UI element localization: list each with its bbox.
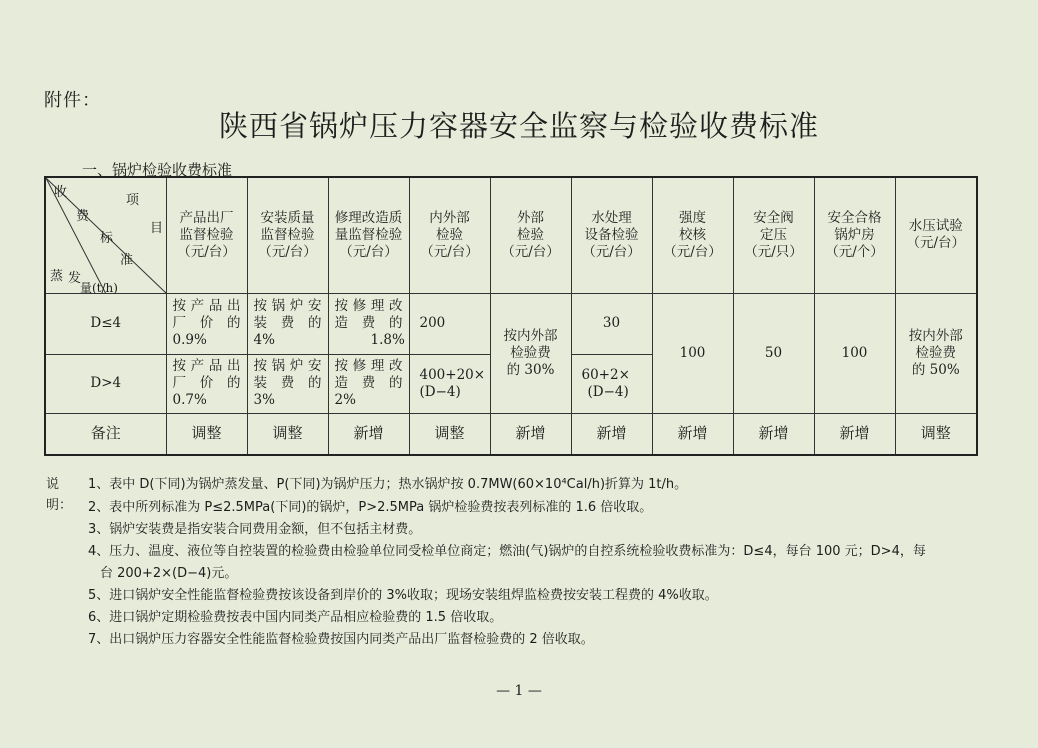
fee-table	[44, 176, 978, 456]
attachment-label: 附件：	[44, 90, 101, 111]
table-row	[45, 293, 977, 354]
note-item: 2、表中所列标准为 P≤2.5MPa(下同)的锅炉，P>2.5MPa 锅炉检验费按表列标准的 1.6 倍收取。	[88, 500, 653, 515]
merged-strength-cell: 100	[652, 293, 733, 413]
remark-cell: 新增	[571, 413, 652, 455]
row-label: D≤4	[45, 293, 166, 354]
table-cell: 按锅炉安 装费的 3%	[247, 354, 328, 413]
diagonal-header-cell	[45, 177, 166, 293]
header-repair-inspection: 修理改造质 量监督检验 （元/台）	[328, 177, 409, 293]
notes-label: 说明：	[46, 477, 73, 513]
header-safety-valve: 安全阀 定压 （元/只）	[733, 177, 814, 293]
table-cell: 200	[409, 293, 490, 354]
table-cell: 按修理改 造费的 1.8%	[328, 293, 409, 354]
row-label: D>4	[45, 354, 166, 413]
table-cell: 按产品出 厂价的 0.9%	[166, 293, 247, 354]
merged-external-cell: 按内外部 检验费 的 30%	[490, 293, 571, 413]
table-cell: 60+2× (D−4)	[571, 354, 652, 413]
page-number: — 1 —	[496, 683, 542, 699]
remark-cell: 调整	[247, 413, 328, 455]
note-item-continued: 台 200+2×(D−4)元。	[100, 566, 238, 581]
remark-cell: 新增	[652, 413, 733, 455]
header-product-inspection: 产品出厂 监督检验 （元/台）	[166, 177, 247, 293]
note-item: 1、表中 D(下同)为锅炉蒸发量、P(下同)为锅炉压力；热水锅炉按 0.7MW(60×10⁴Cal/h)折算为 1t/h。	[88, 477, 688, 492]
remark-cell: 调整	[409, 413, 490, 455]
remarks-label: 备注	[45, 413, 166, 455]
document-title: 陕西省锅炉压力容器安全监察与检验收费标准	[218, 109, 819, 143]
note-item: 3、锅炉安装费是指安装合同费用金额，但不包括主材费。	[88, 522, 422, 537]
corner-char-zheng: 蒸	[50, 269, 64, 284]
corner-unit-label: 量(t/h)	[80, 281, 118, 295]
remark-cell: 新增	[490, 413, 571, 455]
corner-char-fa: 发	[68, 271, 82, 286]
merged-safety-valve-cell: 50	[733, 293, 814, 413]
remark-cell: 调整	[166, 413, 247, 455]
corner-char-xiang: 项	[126, 193, 140, 208]
corner-char-biao: 标	[100, 231, 114, 246]
merged-boiler-room-cell: 100	[814, 293, 895, 413]
remark-cell: 新增	[328, 413, 409, 455]
merged-hydro-cell: 按内外部 检验费 的 50%	[895, 293, 977, 413]
remark-cell: 新增	[733, 413, 814, 455]
table-cell: 400+20× (D−4)	[409, 354, 490, 413]
header-row	[45, 177, 977, 293]
note-item: 6、进口锅炉定期检验费按表中国内同类产品相应检验费的 1.5 倍收取。	[88, 610, 503, 625]
header-hydro-test: 水压试验 （元/台）	[895, 177, 977, 293]
header-water-treatment: 水处理 设备检验 （元/台）	[571, 177, 652, 293]
note-item: 4、压力、温度、液位等自控装置的检验费由检验单位同受检单位商定；燃油(气)锅炉的自控系统检验收费标准为：D≤4，每台 100 元；D>4，每	[88, 544, 926, 559]
table-cell: 按锅炉安 装费的 4%	[247, 293, 328, 354]
table-cell: 按修理改 造费的 2%	[328, 354, 409, 413]
table-cell: 30	[571, 293, 652, 354]
header-installation-inspection: 安装质量 监督检验 （元/台）	[247, 177, 328, 293]
corner-char-zhun: 准	[120, 253, 134, 268]
note-item: 5、进口锅炉安全性能监督检验费按该设备到岸价的 3%收取；现场安装组焊监检费按安装工程费的 4%收取。	[88, 588, 718, 603]
remark-cell: 新增	[814, 413, 895, 455]
header-strength-check: 强度 校核 （元/台）	[652, 177, 733, 293]
header-external: 外部 检验 （元/台）	[490, 177, 571, 293]
header-internal-external: 内外部 检验 （元/台）	[409, 177, 490, 293]
corner-char-shou: 收	[54, 185, 68, 200]
corner-char-fei: 费	[76, 209, 90, 224]
corner-char-mu: 目	[150, 221, 164, 236]
remark-cell: 调整	[895, 413, 977, 455]
header-boiler-room: 安全合格 锅炉房 （元/个）	[814, 177, 895, 293]
table-cell: 按产品出 厂价的 0.7%	[166, 354, 247, 413]
remarks-row	[45, 413, 977, 455]
note-item: 7、出口锅炉压力容器安全性能监督检验费按国内同类产品出厂监督检验费的 2 倍收取。	[88, 632, 594, 647]
section-title: 一、锅炉检验收费标准	[82, 161, 233, 179]
